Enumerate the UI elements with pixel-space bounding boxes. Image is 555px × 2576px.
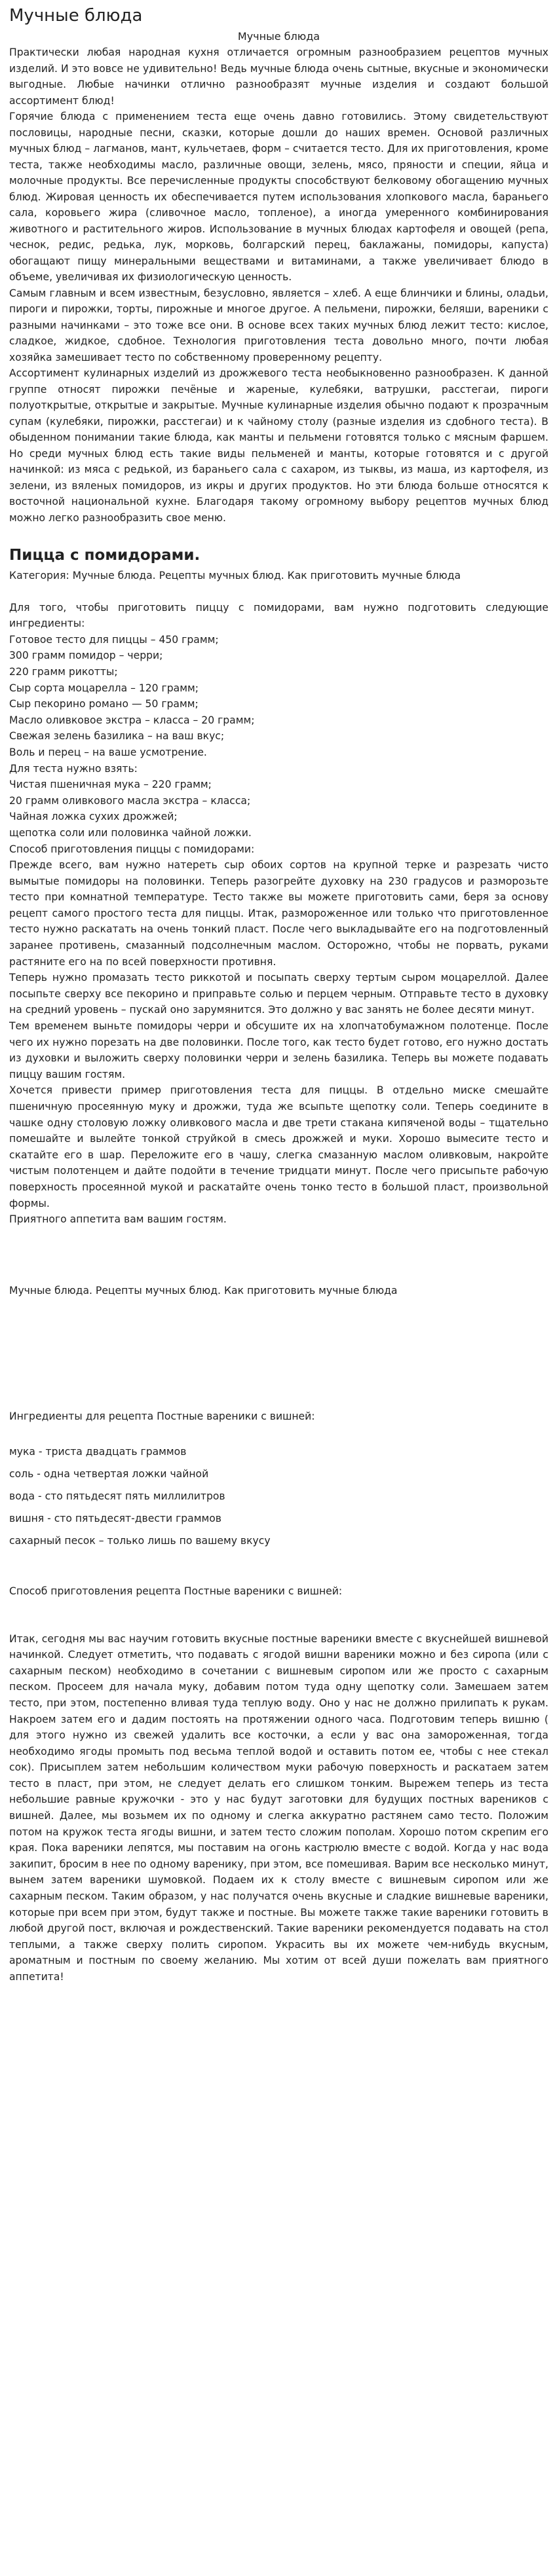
recipe-method bbox=[9, 857, 548, 1228]
ingredient-item: вода - сто пятьдесят пять миллилитров bbox=[9, 1490, 225, 1502]
ingredients-title: Ингредиенты для рецепта Постные вареники с вишней: bbox=[9, 1410, 315, 1423]
page-title: Мучные блюда bbox=[9, 6, 143, 26]
method-paragraph: Приятного аппетита вам вашим гостям. bbox=[9, 1213, 227, 1226]
intro-text bbox=[9, 45, 548, 526]
recipe-heading: Пицца с помидорами. bbox=[9, 547, 201, 564]
ingredient-item: мука - триста двадцать граммов bbox=[9, 1445, 187, 1458]
ingredient-item: Чистая пшеничная мука – 220 грамм; bbox=[9, 779, 212, 791]
section-title: Мучные блюда bbox=[237, 30, 320, 43]
ingredient-item: Масло оливковое экстра – класса – 20 грамм; bbox=[9, 714, 255, 726]
ingredient-item: щепотка соли или половинка чайной ложки. bbox=[9, 826, 252, 839]
method-paragraph: Итак, сегодня мы вас научим готовить вкусные постные вареники вместе с вкуснейшей вишневой начинкой. Следует отметить, что подавать с ягодой вишни вареники можно и без сиропа (или с сахарным песком) необходимо в сочетании с вишневым сиропом или же просто с сахарным песком. Просеем для начала муку, добавим потом туда одну щепотку соли. Замешаем затем тесто, при этом, постепенно вливая туда теплую воду. Оно у нас не должно прилипать к рукам. Накроем затем его и дадим постоять на протяжении одного часа. Подготовим теперь вишню ( для этого нужно из свежей удалить все косточки, а если у вас она замороженная, тогда необходимо ягоды промыть под весьма теплой водой и оставить потом ее, чтобы с нее стекал сок). Присыплем затем небольшим количеством муки рабочую поверхность и раскатаем затем тесто в пласт, при этом, не следует делать его слишком тонким. Вырежем теперь из теста небольшие равные кружочки - это у нас будут заготовки для будущих постных вареников с вишней. Далее, мы возьмем их по одному и слегка аккуратно растянем само тесто. Положим потом на кружок теста ягоды вишни, и затем тесто сложим пополам. Хорошо потом скрепим его края. Пока вареники лепятся, мы поставим на огонь кастрюлю вместе с водой. Когда у нас вода закипит, бросим в нее по одному варенику, при этом, все помешивая. Варим все несколько минут, вынем затем вареники шумовкой. Подаем их к столу вместе с вишневым сиропом или же сахарным песком. Таким образом, у нас получатся очень вкусные и сладкие вишневые вареники, которые при всем при этом, будут также и постные. Вы можете также такие вареники готовить в любой другой пост, включая и рождественский. Такие вареники рекомендуется подавать на стол теплыми, а также сверху полить сиропом. Украсить вы их можете чем-нибудь вкусным, ароматным и постным по своему желанию. Мы хотим от всей души пожелать вам приятного аппетита! bbox=[9, 1632, 548, 1983]
recipe-lead: Для того, чтобы приготовить пиццу с помидорами, вам нужно подготовить следующие ингредиенты: bbox=[9, 601, 548, 630]
ingredient-item: 20 грамм оливкового масла экстра – класса; bbox=[9, 794, 251, 807]
recipe-category: Категория: Мучные блюда. Рецепты мучных блюд. Как приготовить мучные блюда bbox=[9, 570, 461, 581]
intro-paragraph: Практически любая народная кухня отличается огромным разнообразием рецептов мучных изделий. И это вовсе не удивительно! Ведь мучные блюда очень сытные, вкусные и экономически выгодные. Любые начинки отлично разнообразят мучные изделия и создают большой ассортимент блюд! bbox=[9, 46, 548, 107]
vareniki-recipe bbox=[9, 1283, 548, 1985]
ingredient-item: Сыр сорта моцарелла – 120 грамм; bbox=[9, 682, 199, 694]
ingredient-item: Сыр пекорино романо — 50 грамм; bbox=[9, 698, 199, 710]
ingredient-item: Готовое тесто для пиццы – 450 грамм; bbox=[9, 633, 219, 646]
pizza-recipe bbox=[9, 545, 548, 1228]
ingredient-item: Свежая зелень базилика – на ваш вкус; bbox=[9, 730, 225, 743]
ingredient-item: сахарный песок – только лишь по вашему вкусу bbox=[9, 1534, 271, 1547]
method-paragraph: Прежде всего, вам нужно натереть сыр обоих сортов на крупной терке и разрезать чисто вымытые помидоры на половинки. Теперь разогрейте духовку на 230 градусов и разморозьте тесто при комнатной температуре. Тесто также вы можете приготовить сами, беря за основу рецепт самого простого теста для пиццы. Итак, размороженное или только что приготовленное тесто нужно раскатать на очень тонкий пласт. После чего выкладывайте его на подготовленный заранее противень, смазанный подсолнечным маслом. Осторожно, чтобы не порвать, руками растяните его на по всей поверхности противня. bbox=[9, 859, 548, 968]
ingredient-item: соль - одна четвертая ложки чайной bbox=[9, 1467, 209, 1480]
method-paragraph: Теперь нужно промазать тесто риккотой и посыпать сверху тертым сыром моцареллой. Далее посыпьте сверху все пекорино и приправьте солью и перцем черным. Отправьте тесто в духовку на средний уровень – пускай оно зарумянится. Это должно у вас занять не более десяти минут. bbox=[9, 972, 548, 1016]
ingredient-list bbox=[9, 632, 548, 857]
recipe-category: Мучные блюда. Рецепты мучных блюд. Как приготовить мучные блюда bbox=[9, 1284, 398, 1297]
intro-paragraph: Горячие блюда с применением теста еще очень давно готовились. Этому свидетельствуют пословицы, народные песни, сказки, которые дошли до наших времен. Основой различных мучных блюд – лагманов, мант, кульчетаев, форм – считается тесто. Для их приготовления, кроме теста, также необходимы масло, различные овощи, зелень, мясо, пряности и специи, яйца и молочные продукты. Все перечисленные продукты способствуют белковому обогащению мучных блюд. Жировая ценность их обеспечивается путем использования хлопкового масла, бараньего сала, коровьего жира (сливочное масло, топленое), а иногда умеренного комбинирования животного и растительного жиров. Использование в мучных блюдах картофеля и овощей (репа, чеснок, редис, редька, лук, морковь, болгарский перец, баклажаны, помидоры, капуста) обогащают пищу минеральными веществами и витаминами, а также увеличивает блюдо в объеме, увеличивая их физиологическую ценность. bbox=[9, 111, 548, 283]
ingredient-item: Способ приготовления пиццы с помидорами: bbox=[9, 843, 255, 855]
ingredient-item: вишня - сто пятьдесят-двести граммов bbox=[9, 1512, 221, 1524]
method-title: Способ приготовления рецепта Постные вареники с вишней: bbox=[9, 1585, 343, 1597]
ingredient-item: 300 грамм помидор – черри; bbox=[9, 650, 163, 662]
ingredient-item: 220 грамм рикотты; bbox=[9, 665, 118, 678]
method-paragraph: Тем временем выньте помидоры черри и обсушите их на хлопчатобумажном полотенце. После чего их нужно порезать на две половинки. После того, как тесто будет готово, его нужно достать из духовки и выложить сверху половинки черри и зелень базилика. Теперь вы можете подавать пиццу вашим гостям. bbox=[9, 1020, 548, 1080]
ingredient-item: Воль и перец – на ваше усмотрение. bbox=[9, 746, 207, 758]
method-paragraph: Хочется привести пример приготовления теста для пиццы. В отдельно миске смешайте пшеничную просеянную муку и дрожжи, туда же всыпьте щепотку соли. Теперь соедините в чашке одну столовую ложку оливкового масла и две трети стакана кипяченой воды – тщательно помешайте и вылейте тонкой струйкой в смесь дрожжей и муки. Хорошо вымесите тесто и скатайте его в шар. Переложите его в чашу, слегка смазанную маслом оливковым, накройте чистым полотенцем и дайте подойти в течение тридцати минут. После чего присыпьте рабочую поверхность просеянной мукой и раскатайте очень тонко тесто в большой пласт, произвольной формы. bbox=[9, 1084, 548, 1209]
intro-paragraph: Ассортимент кулинарных изделий из дрожжевого теста необыкновенно разнообразен. К данной группе относят пирожки печёные и жареные, кулебяки, ватрушки, расстегаи, пироги полуоткрытые, открытые и закрытые. Мучные кулинарные изделия обычно подают к прозрачным супам (кулебяки, пирожки, расстегаи) и к чайному столу (разные изделия из сдобного теста). В обыденном понимании такие блюда, как манты и пельмени готовятся только с мясным фаршем. Но среди мучных блюд есть такие виды пельменей и манты, которые готовятся и с другой начинкой: из мяса с редькой, из бараньего сала с сахаром, из тыквы, из маша, из картофеля, из зелени, из вяленых помидоров, из икры и других продуктов. Но эти блюда больше относятся к восточной национальной кухне. Благодаря такому огромному выбору рецептов мучных блюд можно легко разнообразить свое меню. bbox=[9, 367, 548, 524]
ingredient-item: Чайная ложка сухих дрожжей; bbox=[9, 811, 178, 823]
ingredient-list bbox=[9, 1441, 548, 1552]
intro-paragraph: Самым главным и всем известным, безусловно, является – хлеб. А еще блинчики и блины, оладьи, пироги и пирожки, торты, пирожные и многое другое. А пельмени, пирожки, беляши, вареники с разными начинками – это тоже все они. В основе всех таких мучных блюд лежит тесто: кислое, сладкое, жидкое, сдобное. Технология приготовления теста довольно много, почти любая хозяйка замешивает тесто по собственному проверенному рецепту. bbox=[9, 287, 548, 363]
ingredient-item: Для теста нужно взять: bbox=[9, 762, 138, 775]
